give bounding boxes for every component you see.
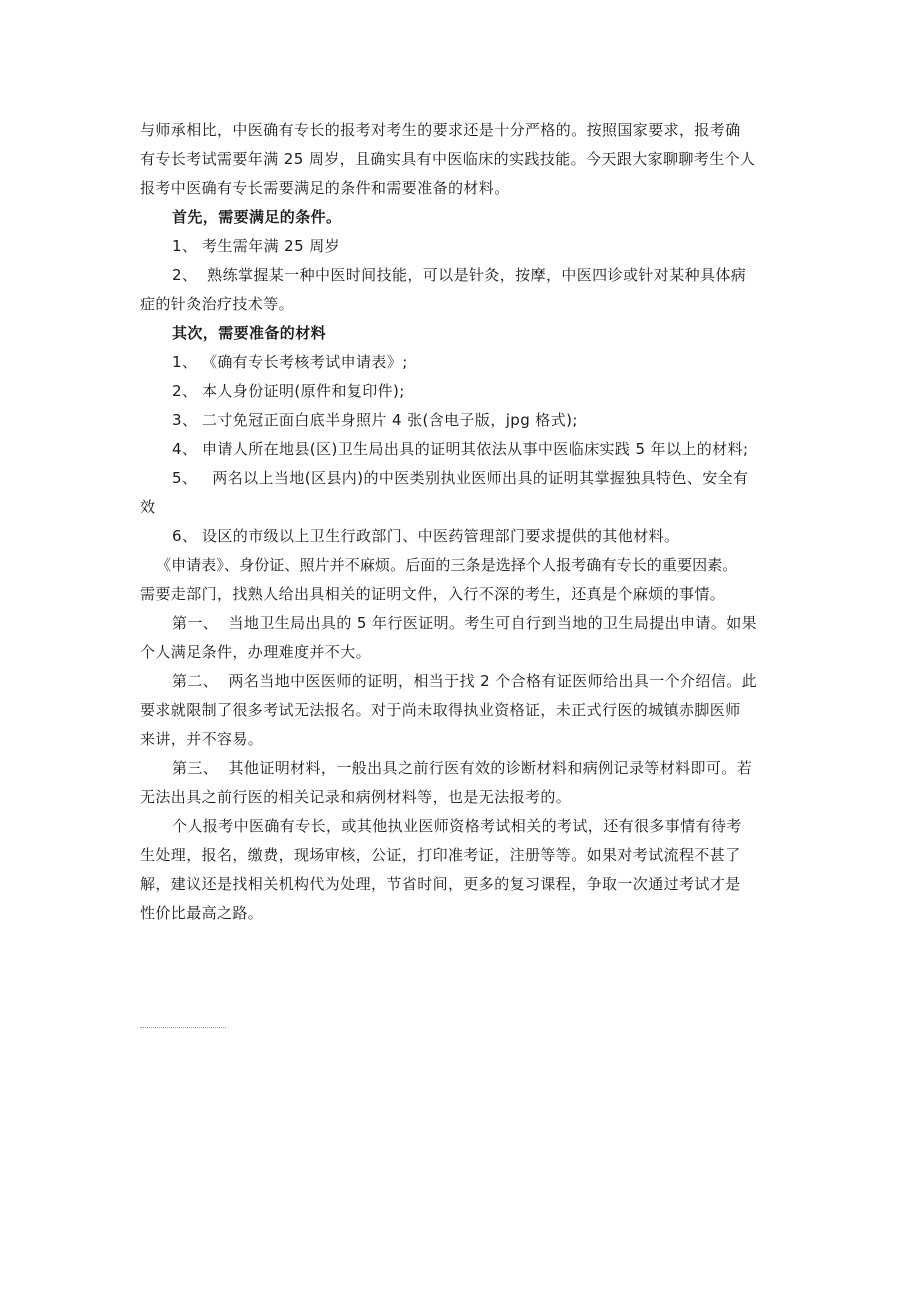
material-item	[140, 522, 800, 551]
text-line: 需要走部门，找熟人给出具相关的证明文件，入行不深的考生，还真是个麻烦的事情。	[140, 585, 726, 603]
text-line: 《申请表》、身份证、照片并不麻烦。后面的三条是选择个人报考确有专长的重要因素。	[156, 556, 738, 574]
text-line: 来讲，并不容易。	[140, 730, 264, 748]
text-line: 5、 两名以上当地(区县内)的中医类别执业医师出具的证明其掌握独具特色、安全有	[140, 464, 800, 493]
intro-paragraph	[140, 116, 800, 203]
item-number: 6、	[172, 527, 198, 545]
text-line: 第二、 两名当地中医医师的证明，相当于找 2 个合格有证医师给出具一个介绍信。此	[172, 672, 758, 690]
item-number: 1、	[172, 237, 198, 255]
item-number: 5、	[172, 469, 198, 487]
text-line: 生处理，报名，缴费，现场审核，公证，打印准考证，注册等等。如果对考试流程不甚了	[140, 846, 741, 864]
text-line: 个人报考中医确有专长，或其他执业医师资格考试相关的考试，还有很多事情有待考	[172, 817, 742, 835]
point-paragraph	[140, 754, 800, 812]
text-line: 个人满足条件，办理难度并不大。	[140, 643, 372, 661]
item-number: 3、	[172, 411, 198, 429]
material-item	[140, 464, 800, 522]
item-number: 4、	[172, 440, 198, 458]
text-line: 4、 申请人所在地县(区)卫生局出具的证明其依法从事中医临床实践 5 年以上的材料;	[140, 435, 800, 464]
material-item	[140, 348, 800, 377]
conclusion-paragraph	[140, 812, 800, 928]
text-line: 无法出具之前行医的相关记录和病例材料等，也是无法报考的。	[140, 788, 572, 806]
material-item	[140, 406, 800, 435]
text-line: 性价比最高之路。	[140, 904, 264, 922]
notes-paragraph	[140, 551, 800, 609]
item-number: 2、	[172, 382, 198, 400]
condition-item	[140, 261, 800, 319]
text-line: 第三、 其他证明材料，一般出具之前行医有效的诊断材料和病例记录等材料即可。若	[172, 759, 753, 777]
text-line: 1、 考生需年满 25 周岁	[140, 232, 800, 261]
text-line: 3、 二寸免冠正面白底半身照片 4 张(含电子版，jpg 格式);	[140, 406, 800, 435]
item-number: 2、	[172, 266, 198, 284]
conditions-heading: 首先，需要满足的条件。	[172, 208, 342, 226]
document-body	[140, 116, 800, 928]
footer-divider	[140, 1027, 226, 1028]
condition-item	[140, 232, 800, 261]
materials-heading: 其次，需要准备的材料	[172, 324, 327, 342]
text-line: 要求就限制了很多考试无法报名。对于尚未取得执业资格证，未正式行医的城镇赤脚医师	[140, 701, 741, 719]
text-line: 有专长考试需要年满 25 周岁，且确实具有中医临床的实践技能。今天跟大家聊聊考生个人	[140, 150, 756, 168]
text-line: 2、 熟练掌握某一种中医时间技能，可以是针灸，按摩，中医四诊或针对某种具体病	[140, 261, 800, 290]
material-item	[140, 435, 800, 464]
text-line: 解，建议还是找相关机构代为处理，节省时间，更多的复习课程，争取一次通过考试才是	[140, 875, 741, 893]
text-line: 1、 《确有专长考核考试申请表》;	[140, 348, 800, 377]
point-paragraph	[140, 667, 800, 754]
item-number: 1、	[172, 353, 198, 371]
text-line: 报考中医确有专长需要满足的条件和需要准备的材料。	[140, 179, 510, 197]
text-line: 症的针灸治疗技术等。	[140, 295, 295, 313]
text-line: 与师承相比，中医确有专长的报考对考生的要求还是十分严格的。按照国家要求，报考确	[140, 121, 741, 139]
material-item	[140, 377, 800, 406]
text-line: 第一、 当地卫生局出具的 5 年行医证明。考生可自行到当地的卫生局提出申请。如果	[172, 614, 758, 632]
point-paragraph	[140, 609, 800, 667]
text-line: 6、 设区的市级以上卫生行政部门、中医药管理部门要求提供的其他材料。	[140, 522, 800, 551]
text-line: 效	[140, 498, 156, 516]
text-line: 2、 本人身份证明(原件和复印件);	[140, 377, 800, 406]
